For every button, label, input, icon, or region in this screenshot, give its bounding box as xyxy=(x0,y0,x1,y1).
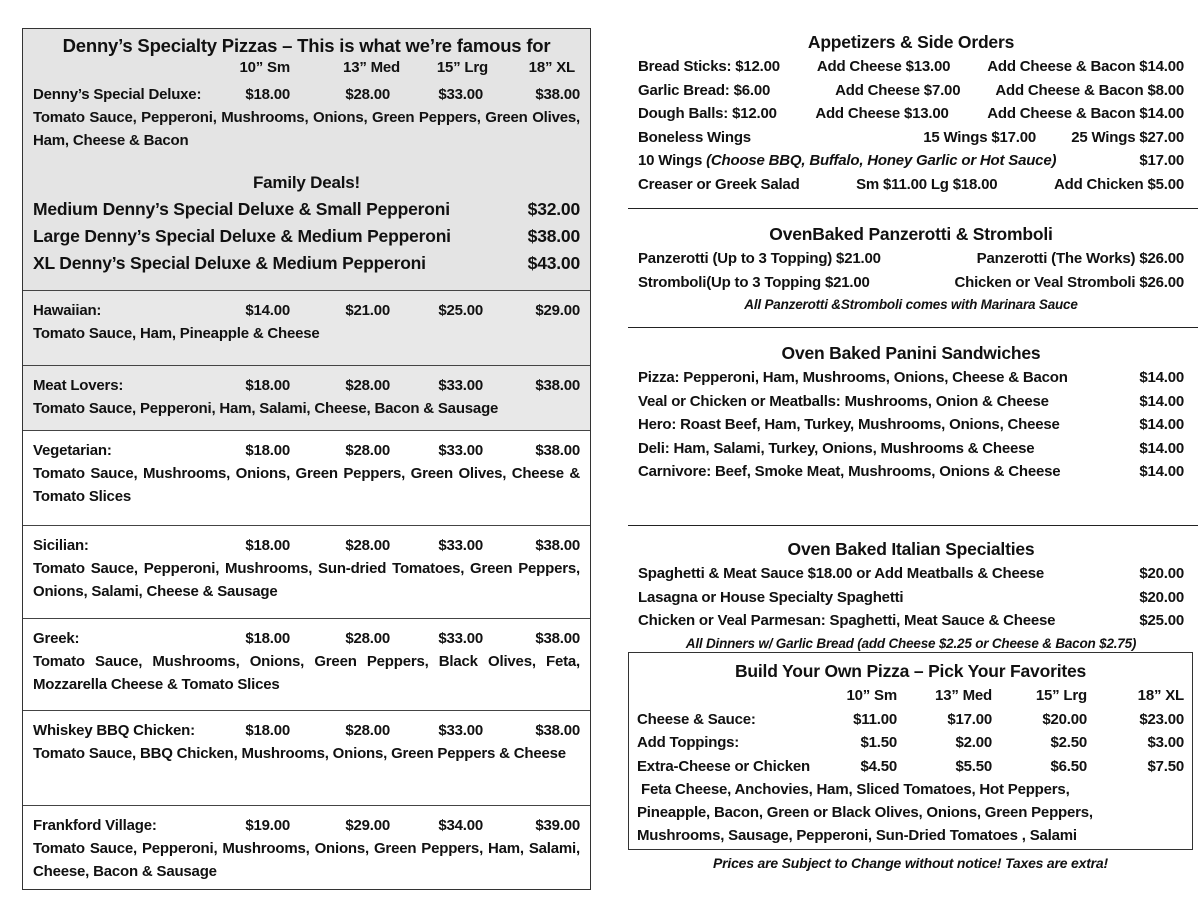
build-your-own-box xyxy=(628,652,1193,850)
menu-row xyxy=(638,149,1184,173)
row-part: Add Chicken $5.00 xyxy=(1054,175,1184,193)
item-name: Denny’s Special Deluxe: xyxy=(33,86,202,103)
item-name: Hawaiian: xyxy=(33,302,102,319)
item-description: Tomato Sauce, Mushrooms, Onions, Green Peppers, Black Olives, Feta, Mozzarella Cheese & Tomato Slices xyxy=(33,653,580,693)
price: $38.00 xyxy=(535,537,580,554)
price: $25.00 xyxy=(438,302,483,319)
price: $2.50 xyxy=(1050,734,1087,751)
italian-note: All Dinners w/ Garlic Bread (add Cheese $2.25 or Cheese & Bacon $2.75) xyxy=(685,635,1137,651)
row-part: Add Cheese $13.00 xyxy=(816,58,951,75)
toppings-line: Feta Cheese, Anchovies, Ham, Sliced Tomatoes, Hot Peppers, xyxy=(641,781,1070,798)
price: $29.00 xyxy=(345,817,390,834)
price: $28.00 xyxy=(345,442,390,459)
row-part: Add Cheese & Bacon $14.00 xyxy=(987,105,1184,122)
row-part: Lasagna or House Specialty Spaghetti xyxy=(638,588,904,606)
item-name: Meat Lovers: xyxy=(33,377,124,394)
row-part: Panzerotti (The Works) $26.00 xyxy=(976,250,1184,267)
menu-row xyxy=(638,562,1184,586)
price: $3.00 xyxy=(1147,734,1184,751)
specialty-pizzas-panel xyxy=(22,28,591,890)
price: $18.00 xyxy=(245,722,290,739)
specialty-title: Denny’s Specialty Pizzas – This is what we’re famous for xyxy=(62,35,551,56)
row-part: Veal or Chicken or Meatballs: Mushrooms, Onion & Cheese xyxy=(638,392,1049,410)
row-part: Add Cheese & Bacon $14.00 xyxy=(987,58,1184,75)
price: $19.00 xyxy=(245,817,290,834)
row-part: $14.00 xyxy=(1139,439,1184,457)
price: $20.00 xyxy=(1042,710,1087,728)
price: $7.50 xyxy=(1147,757,1184,775)
item-name: Whiskey BBQ Chicken: xyxy=(33,722,195,739)
pizza-item xyxy=(23,526,590,619)
size-sm: 10” Sm xyxy=(239,59,290,76)
price-med: $28.00 xyxy=(345,86,390,103)
row-part: Panzerotti (Up to 3 Topping) $21.00 xyxy=(638,250,881,267)
byo-row xyxy=(637,708,1184,732)
price: $14.00 xyxy=(245,302,290,319)
row-part: 10 Wings xyxy=(638,152,703,169)
deluxe-price-row xyxy=(33,83,580,106)
pizza-item xyxy=(23,431,590,526)
price-row xyxy=(33,534,580,557)
menu-row xyxy=(638,271,1184,295)
row-part: Pizza: Pepperoni, Ham, Mushrooms, Onions, Cheese & Bacon xyxy=(638,369,1068,386)
row-part: Garlic Bread: $6.00 xyxy=(638,81,771,99)
row-part: $25.00 xyxy=(1139,612,1184,629)
price: $33.00 xyxy=(438,537,483,554)
size-lrg: 15” Lrg xyxy=(1035,687,1087,704)
price: $29.00 xyxy=(535,302,580,319)
row-part: Boneless Wings xyxy=(638,128,751,146)
row-part: $14.00 xyxy=(1139,463,1184,480)
price: $4.50 xyxy=(860,757,897,775)
row-part: Add Cheese & Bacon $8.00 xyxy=(995,81,1184,99)
row-part: Dough Balls: $12.00 xyxy=(638,105,777,122)
menu-row xyxy=(638,102,1184,126)
item-name: Sicilian: xyxy=(33,537,89,554)
price: $18.00 xyxy=(245,377,290,394)
row-part: $14.00 xyxy=(1139,416,1184,433)
deluxe-description: Tomato Sauce, Pepperoni, Mushrooms, Onions, Green Peppers, Green Olives, Ham, Cheese & Bacon xyxy=(33,109,580,149)
price: $17.00 xyxy=(947,710,992,728)
appetizers-title: Appetizers & Side Orders xyxy=(807,32,1015,52)
price: $5.50 xyxy=(955,757,992,775)
price: $6.50 xyxy=(1050,757,1087,775)
price: $33.00 xyxy=(438,442,483,459)
row-part: $20.00 xyxy=(1139,565,1184,582)
toppings-line: Mushrooms, Sausage, Pepperoni, Sun-Dried Tomatoes , Salami xyxy=(637,827,1077,844)
row-part: 15 Wings $17.00 xyxy=(923,128,1036,146)
panzerotti-section xyxy=(638,221,1184,316)
price: $38.00 xyxy=(535,722,580,739)
menu-row xyxy=(638,586,1184,610)
row-part: Bread Sticks: $12.00 xyxy=(638,58,780,75)
byo-row xyxy=(637,755,1184,779)
menu-row xyxy=(638,247,1184,271)
price: $23.00 xyxy=(1139,710,1184,728)
row-part: Add Cheese $7.00 xyxy=(835,81,961,99)
price: $2.00 xyxy=(955,734,992,751)
menu-row xyxy=(638,126,1184,150)
footer-disclaimer: Prices are Subject to Change without notice! Taxes are extra! xyxy=(713,855,1108,871)
item-description: Tomato Sauce, BBQ Chicken, Mushrooms, Onions, Green Peppers & Cheese xyxy=(33,745,566,762)
item-name: Frankford Village: xyxy=(33,817,157,834)
price-xl: $38.00 xyxy=(535,86,580,103)
price: $33.00 xyxy=(438,722,483,739)
italian-title: Oven Baked Italian Specialties xyxy=(787,539,1035,559)
item-name: Vegetarian: xyxy=(33,442,112,459)
byo-size-header xyxy=(637,684,1184,708)
price: $38.00 xyxy=(535,377,580,394)
price: $28.00 xyxy=(345,537,390,554)
size-headers xyxy=(33,59,580,83)
row-part: Add Cheese $13.00 xyxy=(815,105,949,122)
row-name: Add Toppings: xyxy=(637,734,740,751)
pizza-item xyxy=(23,619,590,711)
deal-price: $43.00 xyxy=(527,253,580,273)
row-name: Cheese & Sauce: xyxy=(637,710,756,728)
menu-row xyxy=(638,55,1184,79)
price-sm: $18.00 xyxy=(245,86,290,103)
row-part: Chicken or Veal Parmesan: Spaghetti, Meat Sauce & Cheese xyxy=(638,612,1056,629)
italian-section xyxy=(638,536,1184,655)
appetizers-section xyxy=(638,29,1184,196)
menu-row xyxy=(638,437,1184,461)
panini-title: Oven Baked Panini Sandwiches xyxy=(781,343,1041,363)
item-description: Tomato Sauce, Mushrooms, Onions, Green Peppers, Green Olives, Cheese & Tomato Slices xyxy=(33,465,580,505)
size-xl: 18” XL xyxy=(528,59,575,76)
panini-section xyxy=(638,340,1184,484)
price-row xyxy=(33,299,580,322)
row-part: Creaser or Greek Salad xyxy=(638,175,800,193)
size-med: 13” Med xyxy=(935,687,992,704)
divider xyxy=(628,525,1198,526)
price: $39.00 xyxy=(535,817,580,834)
row-part: Carnivore: Beef, Smoke Meat, Mushrooms, Onions & Cheese xyxy=(638,463,1061,480)
price: $28.00 xyxy=(345,722,390,739)
price-row xyxy=(33,439,580,462)
menu-row xyxy=(638,390,1184,414)
byo-title: Build Your Own Pizza – Pick Your Favorites xyxy=(734,661,1087,681)
price: $21.00 xyxy=(345,302,390,319)
row-part: $14.00 xyxy=(1139,369,1184,386)
byo-row xyxy=(637,731,1184,755)
row-part: Sm $11.00 Lg $18.00 xyxy=(856,175,998,193)
price: $18.00 xyxy=(245,442,290,459)
price: $28.00 xyxy=(345,377,390,394)
wing-options: (Choose BBQ, Buffalo, Honey Garlic or Hot Sauce) xyxy=(706,152,1057,169)
row-part: $14.00 xyxy=(1139,392,1184,410)
row-part: 25 Wings $27.00 xyxy=(1071,128,1184,146)
row-part: Spaghetti & Meat Sauce $18.00 or Add Meatballs & Cheese xyxy=(638,565,1045,582)
pizza-item xyxy=(23,806,590,891)
price-row xyxy=(33,719,580,742)
menu-row xyxy=(638,366,1184,390)
size-med: 13” Med xyxy=(343,59,400,76)
deal-price: $32.00 xyxy=(527,199,580,219)
item-description: Tomato Sauce, Pepperoni, Mushrooms, Sun-dried Tomatoes, Green Peppers, Onions, Salami, Cheese & Sausage xyxy=(33,560,580,600)
menu-row xyxy=(638,413,1184,437)
panzerotti-title: OvenBaked Panzerotti & Stromboli xyxy=(769,224,1053,244)
size-sm: 10” Sm xyxy=(846,687,897,704)
toppings-line: Pineapple, Bacon, Green or Black Olives, Onions, Green Peppers, xyxy=(637,804,1093,821)
price: $38.00 xyxy=(535,630,580,647)
item-description: Tomato Sauce, Pepperoni, Ham, Salami, Cheese, Bacon & Sausage xyxy=(33,400,499,417)
panzerotti-note: All Panzerotti &Stromboli comes with Marinara Sauce xyxy=(744,297,1078,312)
divider xyxy=(628,208,1198,209)
row-part: Hero: Roast Beef, Ham, Turkey, Mushrooms, Onions, Cheese xyxy=(638,416,1060,433)
pizza-item xyxy=(23,366,590,431)
menu-row xyxy=(638,79,1184,103)
menu-row xyxy=(638,460,1184,484)
deal-price: $38.00 xyxy=(527,226,580,246)
family-deal xyxy=(33,196,580,223)
price-lrg: $33.00 xyxy=(438,86,483,103)
price: $28.00 xyxy=(345,630,390,647)
menu-row xyxy=(638,173,1184,197)
item-name: Greek: xyxy=(33,630,80,647)
price: $11.00 xyxy=(853,710,897,728)
pizza-item xyxy=(23,291,590,366)
specialty-header xyxy=(23,29,590,291)
price: $33.00 xyxy=(438,630,483,647)
pizza-item xyxy=(23,711,590,806)
item-description: Tomato Sauce, Ham, Pineapple & Cheese xyxy=(33,325,320,342)
family-deals-title: Family Deals! xyxy=(252,173,360,192)
deal-name: XL Denny’s Special Deluxe & Medium Pepperoni xyxy=(33,253,426,273)
row-name: Extra-Cheese or Chicken xyxy=(637,757,810,775)
family-deal xyxy=(33,223,580,250)
price-row xyxy=(33,814,580,837)
price: $38.00 xyxy=(535,442,580,459)
price: $34.00 xyxy=(438,817,483,834)
deal-name: Large Denny’s Special Deluxe & Medium Pepperoni xyxy=(33,226,451,246)
price-row xyxy=(33,627,580,650)
row-part: $17.00 xyxy=(1139,152,1184,169)
price-row xyxy=(33,374,580,397)
divider xyxy=(628,327,1198,328)
price: $18.00 xyxy=(245,537,290,554)
menu-row xyxy=(638,609,1184,633)
deal-name: Medium Denny’s Special Deluxe & Small Pepperoni xyxy=(33,199,450,219)
item-description: Tomato Sauce, Pepperoni, Mushrooms, Onions, Green Peppers, Ham, Salami, Cheese, Bacon & Sausage xyxy=(33,840,580,880)
row-part: $20.00 xyxy=(1139,588,1184,606)
size-lrg: 15” Lrg xyxy=(436,59,488,76)
row-part: Deli: Ham, Salami, Turkey, Onions, Mushrooms & Cheese xyxy=(638,439,1035,457)
size-xl: 18” XL xyxy=(1137,687,1184,704)
row-part: Chicken or Veal Stromboli $26.00 xyxy=(954,273,1184,291)
price: $1.50 xyxy=(860,734,897,751)
price: $33.00 xyxy=(438,377,483,394)
price: $18.00 xyxy=(245,630,290,647)
row-part: Stromboli(Up to 3 Topping $21.00 xyxy=(638,273,870,291)
family-deal xyxy=(33,250,580,277)
